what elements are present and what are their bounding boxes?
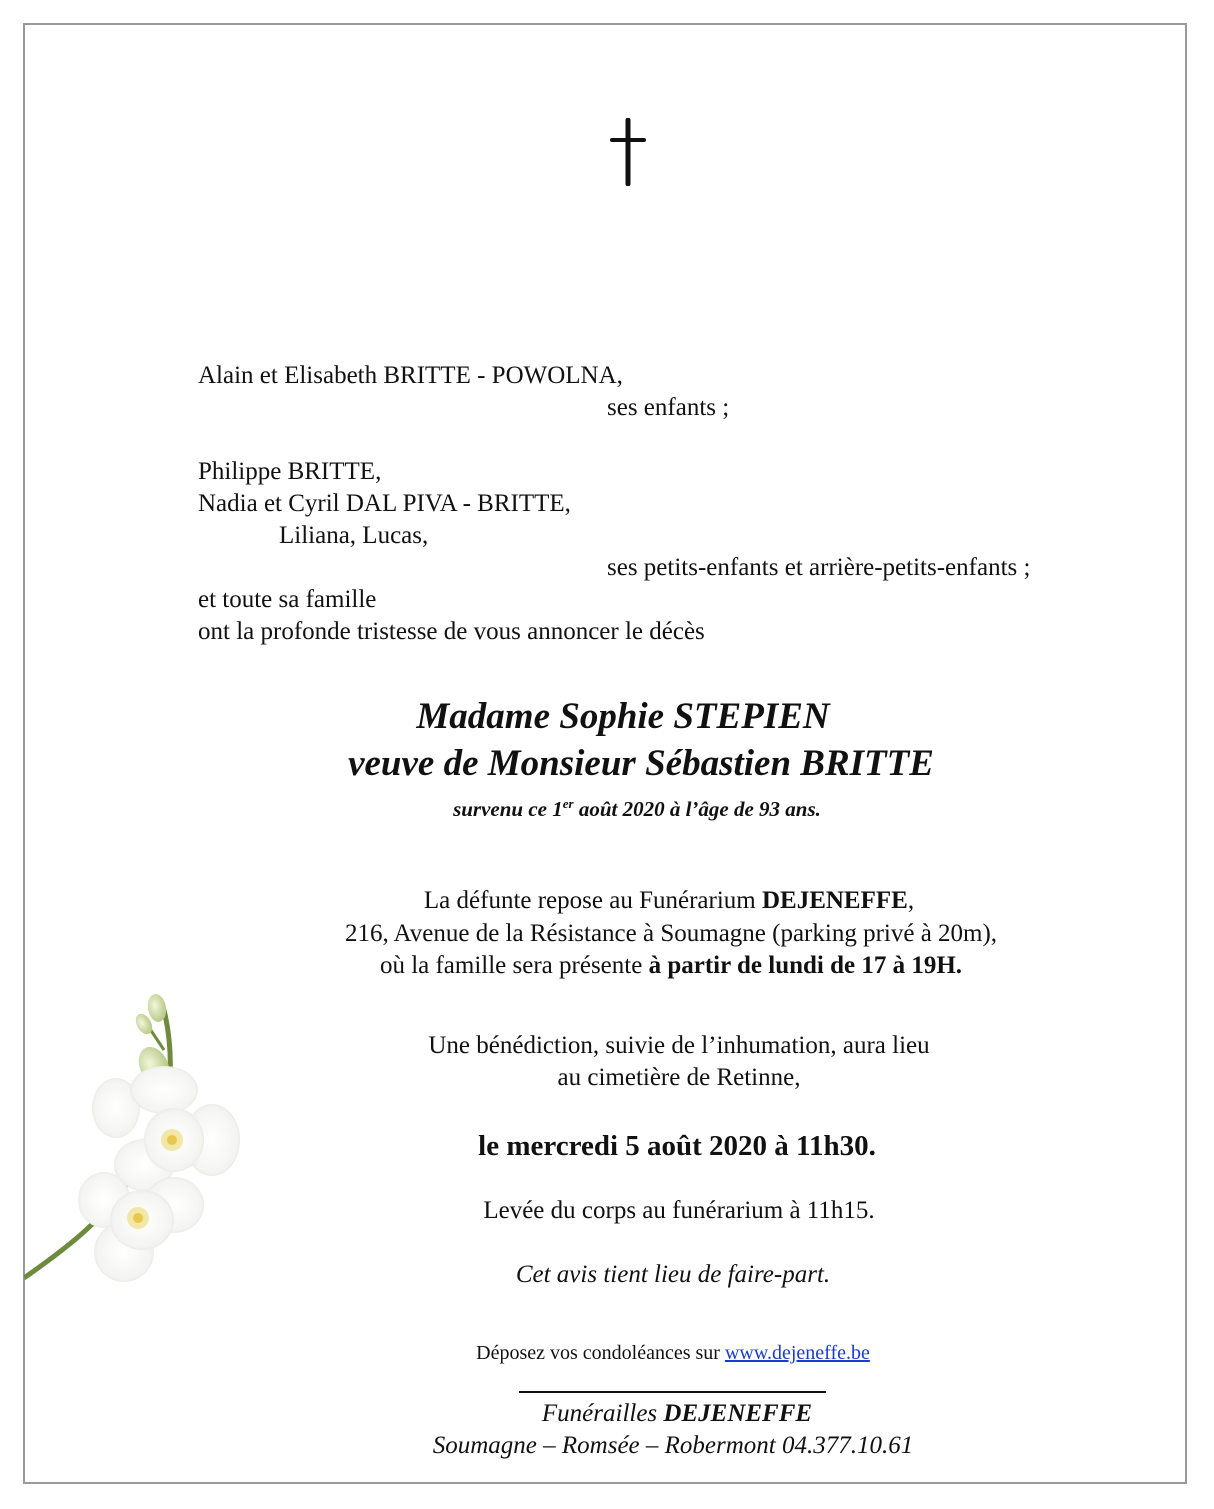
footer-company: Funérailles DEJENEFFE [541,1400,813,1427]
ceremony-line-1: Une bénédiction, suivie de l’inhumation, aura lieu [428,1032,930,1059]
family-role-children: ses enfants ; [607,394,730,421]
footer-locations: Soumagne – Romsée – Robermont 04.377.10.61 [432,1432,914,1459]
family-role-grandchildren: ses petits-enfants et arrière-petits-enfants ; [607,554,1031,581]
family-line-grandchild-1: Philippe BRITTE, [198,458,382,485]
ceremony-date: le mercredi 5 août 2020 à 11h30. [478,1130,876,1162]
family-line-grandchild-2: Nadia et Cyril DAL PIVA - BRITTE, [198,490,571,517]
footer-divider [519,1391,826,1393]
repose-line-1: La défunte repose au Funérarium DEJENEFFE, [423,887,915,914]
family-line-children: Alain et Elisabeth BRITTE - POWOLNA, [198,362,623,389]
condolences-link[interactable]: www.dejeneffe.be [724,1342,870,1364]
announcement-line: ont la profonde tristesse de vous annoncer le décès [198,618,705,645]
family-line-all: et toute sa famille [198,586,377,613]
repose-address: 216, Avenue de la Résistance à Soumagne (parking privé à 20m), [344,920,998,947]
condolences-line: Déposez vos condoléances sur www.dejeneffe.be [476,1342,870,1364]
orchid-flower-image [24,990,304,1300]
deceased-spouse: veuve de Monsieur Sébastien BRITTE [348,743,934,784]
repose-line-3: où la famille sera présente à partir de lundi de 17 à 19H. [379,952,963,979]
cross-icon [608,118,648,186]
deceased-name: Madame Sophie STEPIEN [416,696,830,737]
levee-du-corps: Levée du corps au funérarium à 11h15. [483,1197,875,1224]
family-line-great-grandchildren: Liliana, Lucas, [279,522,429,549]
notice-text: Cet avis tient lieu de faire-part. [515,1261,831,1288]
death-info: survenu ce 1er août 2020 à l’âge de 93 ans. [453,796,821,821]
ceremony-line-2: au cimetière de Retinne, [557,1064,801,1091]
